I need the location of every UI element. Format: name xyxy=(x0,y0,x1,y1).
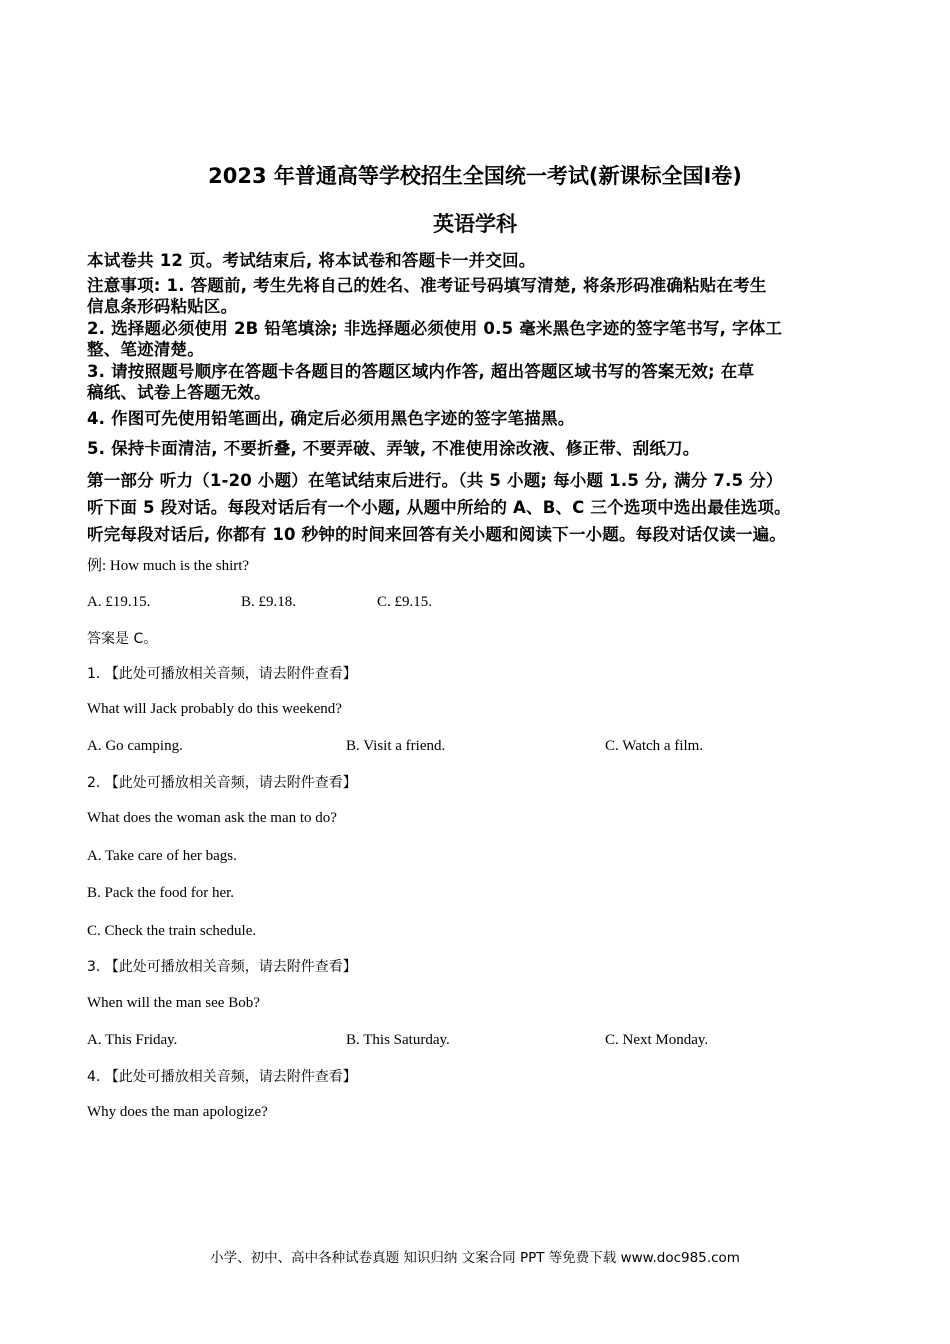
q1-option-a: A. Go camping. xyxy=(87,738,183,754)
instruction-line: 本试卷共 12 页。考试结束后, 将本试卷和答题卡一并交回。 xyxy=(87,251,536,270)
example-option-b: B. £9.18. xyxy=(241,594,297,610)
audio-placeholder-1: 1. 【此处可播放相关音频，请去附件查看】 xyxy=(87,666,357,682)
example-option-a: A. £19.15. xyxy=(87,594,151,610)
section-direction: 听下面 5 段对话。每段对话后有一个小题, 从题中所给的 A、B、C 三个选项中选出最佳选项。 xyxy=(87,498,791,517)
audio-placeholder-4: 4. 【此处可播放相关音频，请去附件查看】 xyxy=(87,1069,357,1085)
q1-option-b: B. Visit a friend. xyxy=(346,738,446,754)
instruction-line: 整、笔迹清楚。 xyxy=(87,340,204,359)
instruction-line: 稿纸、试卷上答题无效。 xyxy=(87,383,271,402)
instruction-line: 3. 请按照题号顺序在答题卡各题目的答题区域内作答, 超出答题区域书写的答案无效; 在草 xyxy=(87,362,755,381)
question-2: What does the woman ask the man to do? xyxy=(87,810,337,826)
instruction-line: 4. 作图可先使用铅笔画出, 确定后必须用黑色字迹的签字笔描黑。 xyxy=(87,409,575,428)
example-answer: 答案是 C。 xyxy=(87,631,158,647)
q3-option-c: C. Next Monday. xyxy=(605,1032,709,1048)
instruction-line: 注意事项: 1. 答题前, 考生先将自己的姓名、准考证号码填写清楚, 将条形码准确粘贴在考生 xyxy=(87,276,767,295)
exam-title: 2023 年普通高等学校招生全国统一考试(新课标全国Ⅰ卷) xyxy=(208,164,742,188)
q3-option-b: B. This Saturday. xyxy=(346,1032,450,1048)
section-direction: 听完每段对话后, 你都有 10 秒钟的时间来回答有关小题和阅读下一小题。每段对话仅读一遍。 xyxy=(87,525,786,544)
example-question: 例: How much is the shirt? xyxy=(87,558,250,574)
instruction-line: 5. 保持卡面清洁, 不要折叠, 不要弄破、弄皱, 不准使用涂改液、修正带、刮纸刀。 xyxy=(87,439,700,458)
subject-title: 英语学科 xyxy=(433,212,517,236)
section-heading: 第一部分 听力（1-20 小题）在笔试结束后进行。（共 5 小题; 每小题 1.5 分, 满分 7.5 分） xyxy=(87,471,783,490)
question-1: What will Jack probably do this weekend? xyxy=(87,701,342,717)
q2-option-b: B. Pack the food for her. xyxy=(87,885,235,901)
audio-placeholder-2: 2. 【此处可播放相关音频，请去附件查看】 xyxy=(87,775,357,791)
q3-option-a: A. This Friday. xyxy=(87,1032,178,1048)
q2-option-c: C. Check the train schedule. xyxy=(87,923,257,939)
instruction-line: 信息条形码粘贴区。 xyxy=(87,297,238,316)
audio-placeholder-3: 3. 【此处可播放相关音频，请去附件查看】 xyxy=(87,959,357,975)
q1-option-c: C. Watch a film. xyxy=(605,738,704,754)
instruction-line: 2. 选择题必须使用 2B 铅笔填涂; 非选择题必须使用 0.5 毫米黑色字迹的签字笔书写, 字体工 xyxy=(87,319,783,338)
question-4: Why does the man apologize? xyxy=(87,1104,268,1120)
example-option-c: C. £9.15. xyxy=(377,594,433,610)
q2-option-a: A. Take care of her bags. xyxy=(87,848,237,864)
question-3: When will the man see Bob? xyxy=(87,995,260,1011)
page-footer: 小学、初中、高中各种试卷真题 知识归纳 文案合同 PPT 等免费下载 www.doc985.com xyxy=(210,1250,740,1266)
